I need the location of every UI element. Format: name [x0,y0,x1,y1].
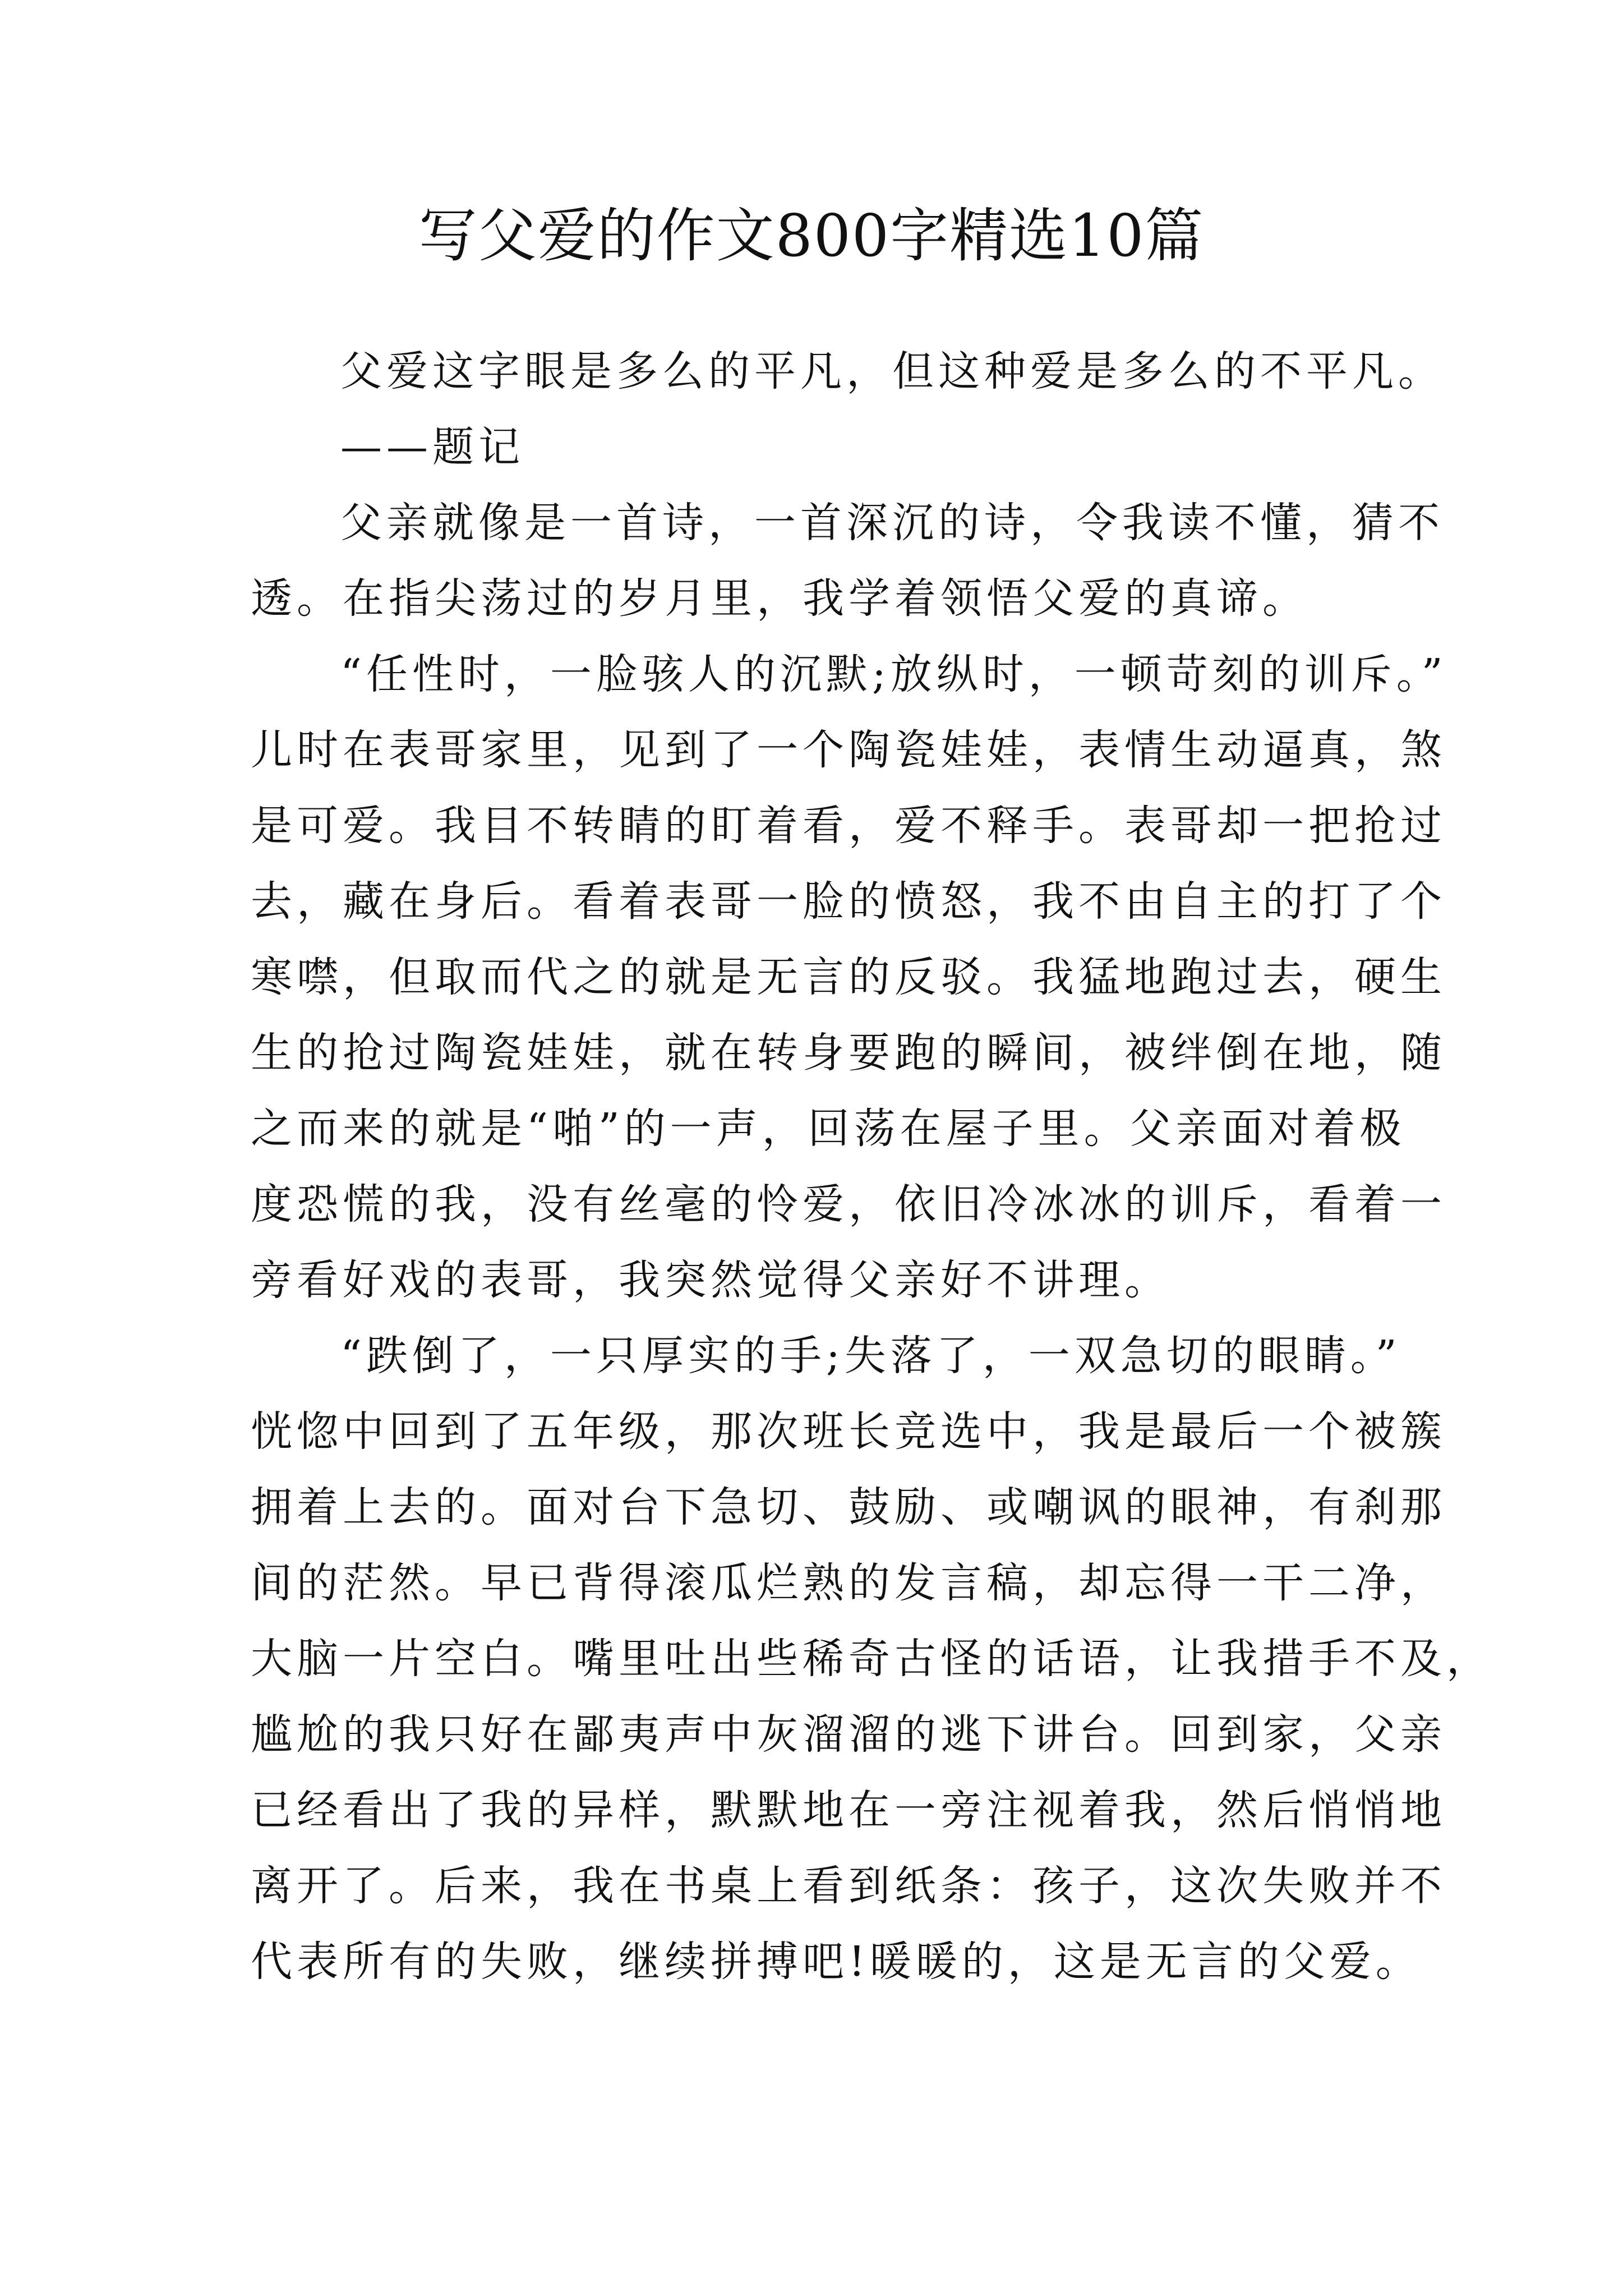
text-line: 尴尬的我只好在鄙夷声中灰溜溜的逃下讲台。回到家，父亲 [251,1710,1446,1759]
text-line: 间的茫然。早已背得滚瓜烂熟的发言稿，却忘得一干二净， [251,1559,1446,1607]
text-line: 去，藏在身后。看着表哥一脸的愤怒，我不由自主的打了个 [251,877,1446,926]
text-line: 父爱这字眼是多么的平凡，但这种爱是多么的不平凡。 [340,347,1444,395]
text-line: 之而来的就是“啪”的一声，回荡在屋子里。父亲面对着极 [251,1105,1406,1153]
text-line: 儿时在表哥家里，见到了一个陶瓷娃娃，表情生动逼真，煞 [251,726,1446,774]
text-line: 透。在指尖荡过的岁月里，我学着领悟父爱的真谛。 [251,574,1308,623]
text-line: 代表所有的失败，继续拼搏吧!暖暖的，这是无言的父爱。 [251,1938,1422,1986]
text-line: ——题记 [340,423,524,471]
text-line: “任性时，一脸骇人的沉默;放纵时，一顿苛刻的训斥。” [340,650,1447,698]
text-line: 恍惚中回到了五年级，那次班长竞选中，我是最后一个被簇 [251,1407,1446,1456]
text-line: “跌倒了，一只厚实的手;失落了，一双急切的眼睛。” [340,1332,1401,1380]
text-line: 生的抢过陶瓷娃娃，就在转身要跑的瞬间，被绊倒在地，随 [251,1029,1446,1077]
text-line: 度恐慌的我，没有丝毫的怜爱，依旧冷冰冰的训斥，看着一 [251,1180,1446,1228]
document-title: 写父爱的作文800字精选10篇 [418,201,1205,270]
text-line: 已经看出了我的异样，默默地在一旁注视着我，然后悄悄地 [251,1786,1446,1834]
text-line: 拥着上去的。面对台下急切、鼓励、或嘲讽的眼神，有刹那 [251,1483,1446,1531]
text-line: 寒噤，但取而代之的就是无言的反驳。我猛地跑过去，硬生 [251,953,1446,1001]
text-line: 是可爱。我目不转睛的盯着看，爱不释手。表哥却一把抢过 [251,802,1446,850]
text-line: 父亲就像是一首诗，一首深沉的诗，令我读不懂，猜不 [340,499,1444,547]
text-line: 大脑一片空白。嘴里吐出些稀奇古怪的话语，让我措手不及， [251,1635,1492,1683]
text-line: 旁看好戏的表哥，我突然觉得父亲好不讲理。 [251,1256,1170,1304]
text-line: 离开了。后来，我在书桌上看到纸条：孩子，这次失败并不 [251,1862,1446,1910]
document-body [251,334,1492,2000]
